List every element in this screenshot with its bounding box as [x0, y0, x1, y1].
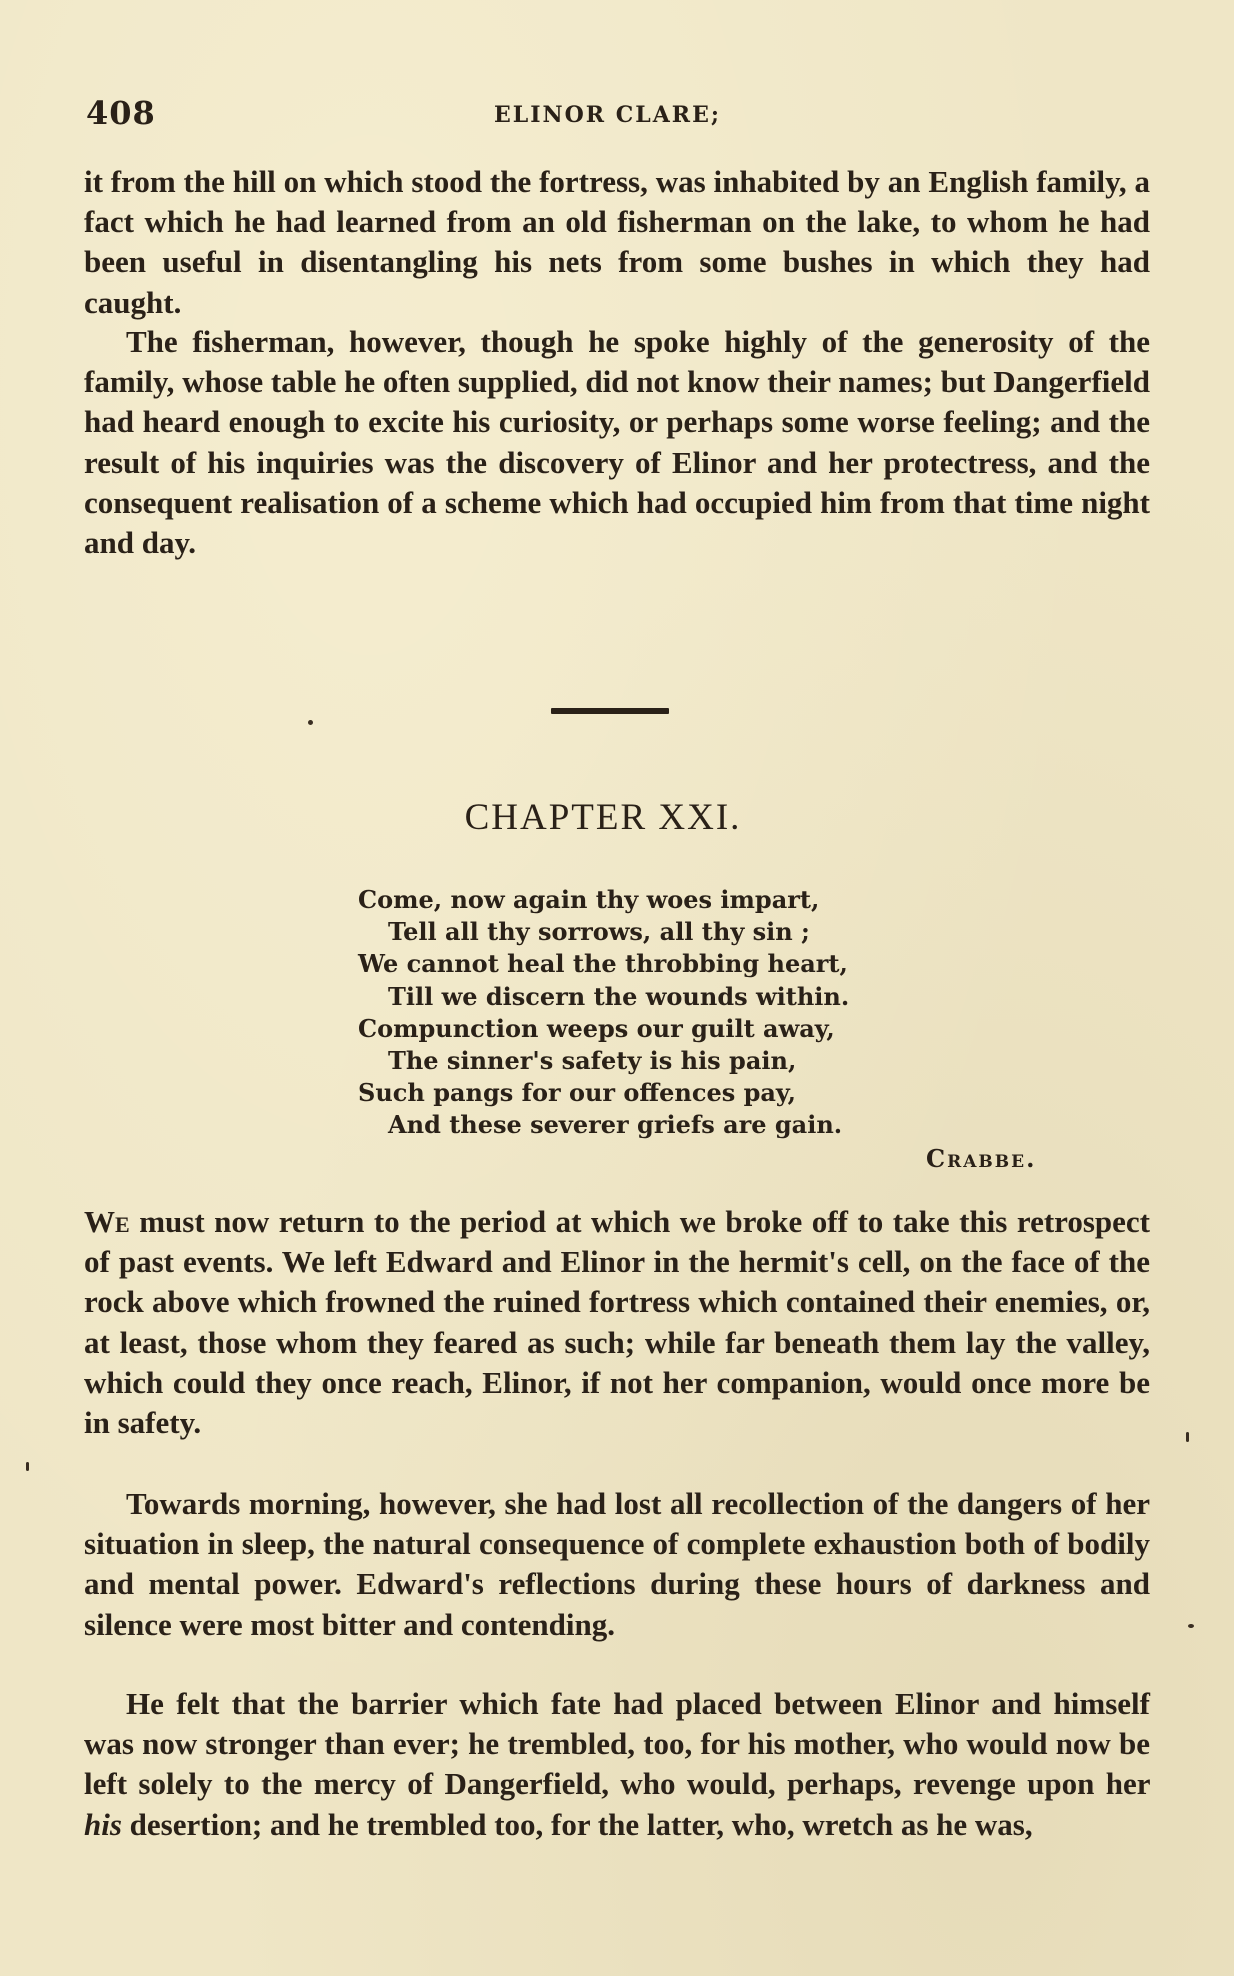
section-divider [551, 708, 669, 714]
epigraph-attribution: Crabbe. [926, 1144, 1037, 1173]
paragraph-barrier [84, 1684, 1150, 1845]
chapter-title [0, 796, 1234, 839]
paragraph-fisherman: The fisherman, however, though he spoke highly of the generosity of the family, whose table he often supplied, did not know their names; but Dangerfield had heard enough to excite his curiosity, or perhaps some worse feeling; and the result of his inquiries was the discovery of Elinor and her protectress, and the consequent realisation of a scheme which had occupied him from that time night and day. [84, 324, 1150, 561]
page-number: 408 [86, 94, 156, 132]
emphasis-his: his [84, 1806, 122, 1842]
epigraph [358, 884, 1058, 1142]
paragraph-continued: it from the hill on which stood the fortress, was inhabited by an English family, a fact which he had learned from an old fisherman on the lake, to whom he had been useful in disentangling his nets from some bushes in which they had caught. [84, 164, 1150, 320]
paragraph-towards-morning: Towards morning, however, she had lost all recollection of the dangers of her situation in sleep, the natural consequence of complete exhaustion both of bodily and mental power. Edward's reflections during these hours of darkness and silence were most bitter and contending. [84, 1486, 1150, 1642]
barrier-text-before: He felt that the barrier which fate had placed between Elinor and himself was now stronger than ever; he trembled, too, for his mother, who would now be left solely to the mercy of Dangerfield, who would, perhaps, revenge upon her [84, 1686, 1150, 1802]
epigraph-line: And these severer griefs are gain. [388, 1110, 843, 1140]
epigraph-line: Compunction weeps our guilt away, [358, 1013, 835, 1043]
epigraph-line: We cannot heal the throbbing heart, [358, 949, 848, 979]
print-speck [1188, 1624, 1194, 1628]
epigraph-line: Tell all thy sorrows, all thy sin ; [388, 917, 810, 947]
barrier-text-after: desertion; and he trembled too, for the latter, who, wretch as he was, [129, 1806, 1033, 1842]
running-title: ELINOR CLARE; [494, 102, 721, 128]
epigraph-line: Come, now again thy woes impart, [358, 885, 820, 914]
paragraph-chapter-opening [84, 1202, 1150, 1443]
opening-text: must now return to the period at which we broke off to take this retrospect of past events. We left Edward and Elinor in the hermit's cell, on the face of the rock above which frowned the ruined fortress which contained their enemies, or, at least, those whom they feared as such; while far beneath them lay the valley, which could they once reach, Elinor, if not her companion, would once more be in safety. [84, 1204, 1150, 1441]
print-speck [1186, 1432, 1189, 1442]
page-header [86, 94, 1146, 134]
epigraph-line: Till we discern the wounds within. [388, 981, 850, 1011]
print-speck [308, 720, 313, 725]
print-speck [26, 1462, 29, 1471]
opening-word: We [84, 1204, 130, 1239]
chapter-title-text: CHAPTER XXI. [464, 797, 742, 838]
epigraph-line: Such pangs for our offences pay, [358, 1078, 796, 1108]
epigraph-line: The sinner's safety is his pain, [388, 1046, 797, 1076]
